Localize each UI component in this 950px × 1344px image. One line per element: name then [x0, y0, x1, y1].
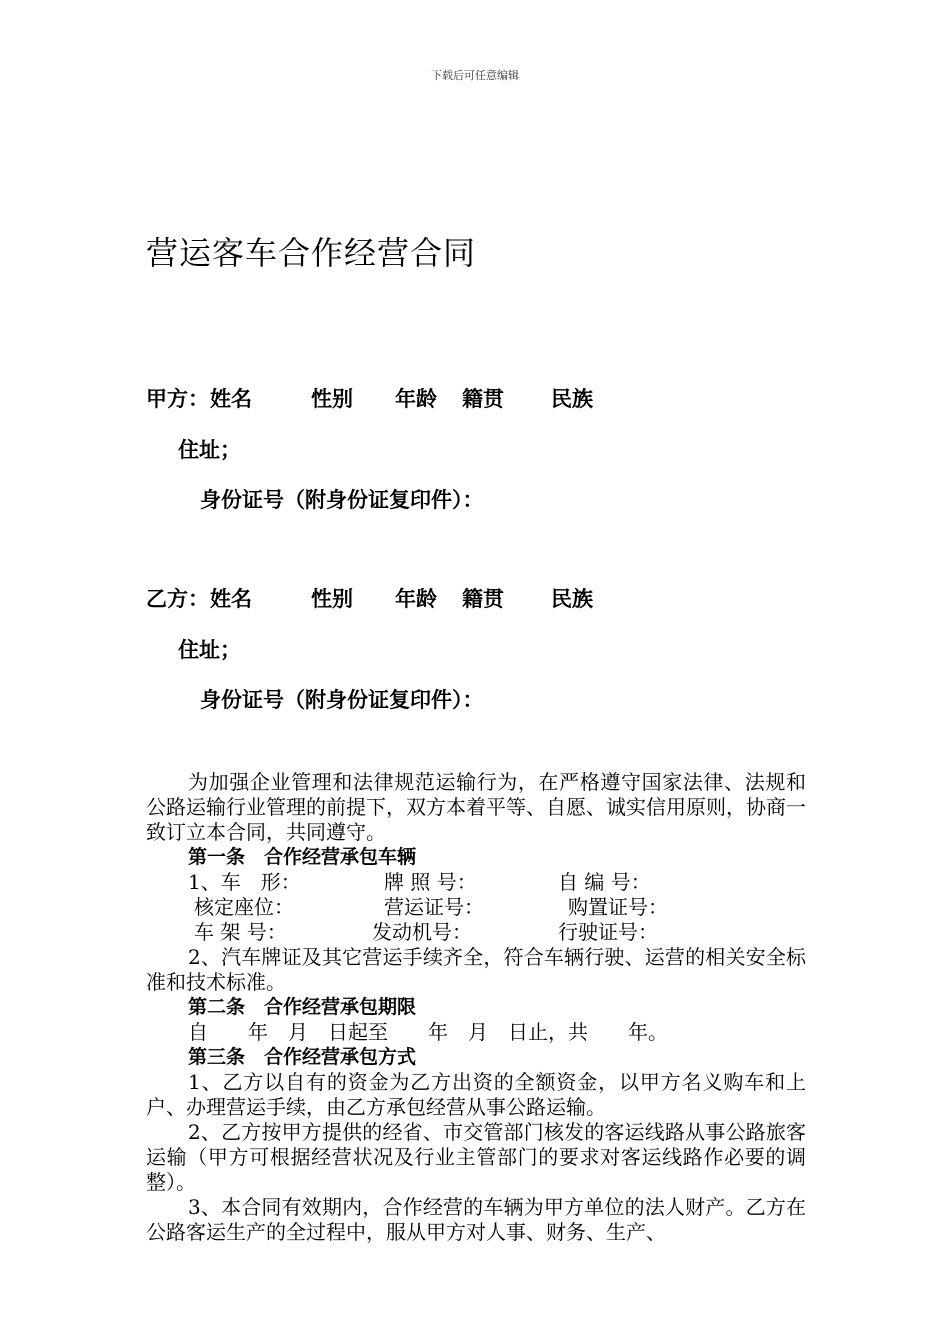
page-header: 下载后可任意编辑: [431, 69, 519, 82]
party-b-gender-label: 性别: [311, 586, 353, 611]
party-b-address-label: 住址；: [178, 637, 241, 662]
contract-body: [146, 770, 806, 1245]
party-b-ethnicity-label: 民族: [551, 586, 593, 611]
operation-license-label: 营运证号：: [384, 895, 484, 919]
frame-number-label: 车 架 号：: [194, 920, 287, 944]
article-2-title: 第二条 合作经营承包期限: [188, 996, 417, 1018]
article-3-paragraph-3: 3、本合同有效期内，合作经营的车辆为甲方单位的法人财产。乙方在公路客运生产的全过程中，服从甲方对人事、财务、生产、: [146, 1195, 806, 1244]
vehicle-row-1: [146, 870, 806, 895]
party-b-origin-label: 籍贯: [462, 586, 504, 611]
intro-paragraph: 为加强企业管理和法律规范运输行为，在严格遵守国家法律、法规和公路运输行业管理的前提下，双方本着平等、自愿、诚实信用原则，协商一致订立本合同，共同遵守。: [146, 770, 806, 844]
vehicle-type-label: 1、车 形：: [188, 870, 301, 894]
party-a-id-label: 身份证号（附身份证复印件）：: [200, 487, 484, 512]
article-3-paragraph-2: 2、乙方按甲方提供的经省、市交管部门核发的客运线路从事公路旅客运输（甲方可根据经营状况及行业主管部门的要求对客运线路作必要的调整）。: [146, 1120, 806, 1194]
party-a-origin-label: 籍贯: [462, 386, 504, 411]
party-b-age-label: 年龄: [395, 586, 437, 611]
engine-number-label: 发动机号：: [372, 920, 472, 944]
vehicle-row-3: [146, 920, 806, 945]
article-3-paragraph-1: 1、乙方以自有的资金为乙方出资的全额资金，以甲方名义购车和上户、办理营运手续，由乙方承包经营从事公路运输。: [146, 1070, 806, 1119]
seat-count-label: 核定座位：: [194, 895, 294, 919]
party-a-name-label: 姓名: [210, 386, 252, 411]
party-b-prefix: 乙方：: [146, 586, 209, 611]
party-a-gender-label: 性别: [311, 386, 353, 411]
driving-license-label: 行驶证号：: [558, 920, 658, 944]
article-1-paragraph-2: 2、汽车牌证及其它营运手续齐全，符合车辆行驶、运营的相关安全标准和技术标准。: [146, 945, 806, 994]
vehicle-row-2: [146, 895, 806, 920]
party-b-id-label: 身份证号（附身份证复印件）：: [200, 687, 484, 712]
party-a-prefix: 甲方：: [146, 386, 209, 411]
plate-number-label: 牌 照 号：: [384, 870, 477, 894]
party-b-name-label: 姓名: [210, 586, 252, 611]
article-1-title: 第一条 合作经营承包车辆: [188, 846, 417, 868]
page-title: 营运客车合作经营合同: [146, 234, 477, 272]
article-2-term-line: 自 年 月 日起至 年 月 日止，共 年。: [188, 1020, 668, 1044]
article-3-title: 第三条 合作经营承包方式: [188, 1046, 417, 1068]
party-a-address-label: 住址；: [178, 437, 241, 462]
purchase-certificate-label: 购置证号：: [568, 895, 668, 919]
party-a-age-label: 年龄: [395, 386, 437, 411]
party-a-ethnicity-label: 民族: [551, 386, 593, 411]
self-number-label: 自 编 号：: [558, 870, 651, 894]
